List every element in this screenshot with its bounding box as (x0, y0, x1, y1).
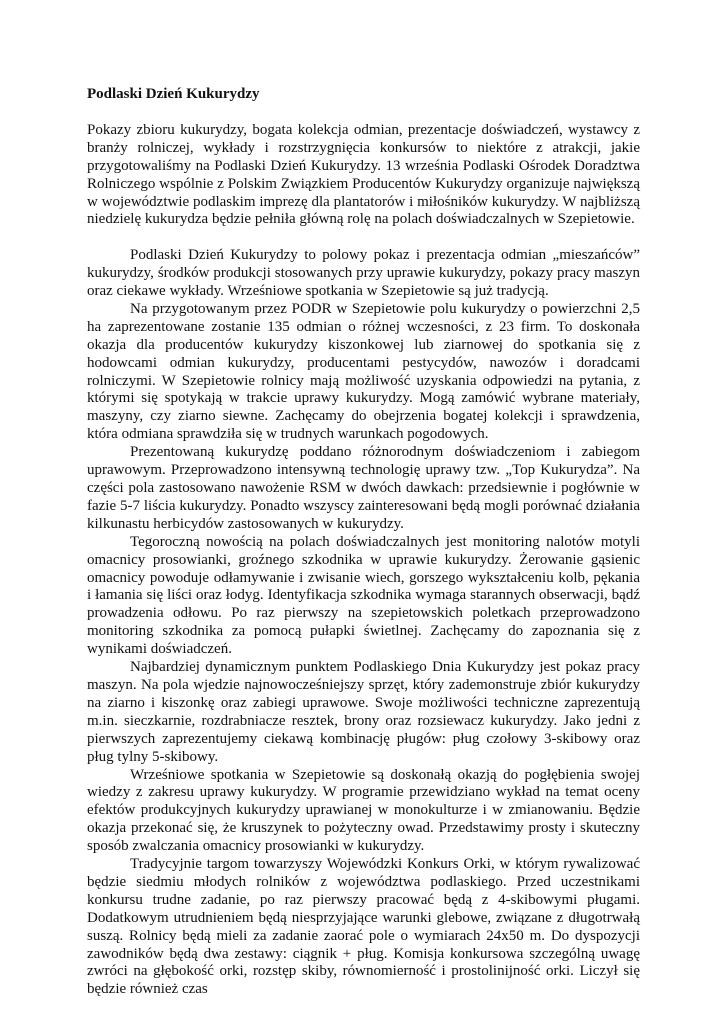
paragraph: Na przygotowanym przez PODR w Szepietowie polu kukurydzy o powierzchni 2,5 ha zaprezentowane zostanie 135 odmian o różnej wczesności, z 23 firm. To doskonała okazja dla producentów kukurydzy kiszonkowej lub ziarnowej do spotkania się z hodowcami odmian kukurydzy, producentami pestycydów, nawozów i doradcami rolniczymi. W Szepietowie rolnicy mają możliwość uzyskania odpowiedzi na pytania, z którymi się spotykają w trakcie uprawy kukurydzy. Mogą zamówić wybrane materiały, maszyny, czy ziarno siewne. Zachęcamy do obejrzenia bogatej kolekcji i sprawdzenia, która odmiana sprawdziła się w trudnych warunkach pogodowych. (87, 300, 640, 443)
document-body (87, 86, 640, 999)
document-title: Podlaski Dzień Kukurydzy (87, 86, 260, 102)
paragraph: Prezentowaną kukurydzę poddano różnorodnym doświadczeniom i zabiegom uprawowym. Przeprowadzono intensywną technologię uprawy tzw. „Top Kukurydza”. Na części pola zastosowano nawożenie RSM w dwóch dawkach: przedsiewnie i pogłównie w fazie 5-7 liścia kukurydzy. Ponadto wszyscy zainteresowani będą mogli porównać działania kilkunastu herbicydów zastosowanych w kukurydzy. (87, 444, 640, 532)
paragraph: Tradycyjnie targom towarzyszy Wojewódzki Konkurs Orki, w którym rywalizować będzie siedmiu młodych rolników z województwa podlaskiego. Przed uczestnikami konkursu trudne zadanie, po raz pierwszy pracować będą z 4-skibowymi pługami. Dodatkowym utrudnieniem będą niesprzyjające warunki glebowe, związane z długotrwałą suszą. Rolnicy będą mieli za zadanie zaorać pole o wymiarach 24x50 m. Do dyspozycji zawodników będą dwa zestawy: ciągnik + pług. Komisja konkursowa szczególną uwagę zwróci na głębokość orki, rozstęp skiby, równomierność i prostolinijność orki. Liczył się będzie również czas (87, 856, 640, 998)
paragraph: Podlaski Dzień Kukurydzy to polowy pokaz i prezentacja odmian „mieszańców” kukurydzy, środków produkcji stosowanych przy uprawie kukurydzy, pokazy pracy maszyn oraz ciekawe wykłady. Wrześniowe spotkania w Szepietowie są już tradycją. (87, 247, 640, 300)
paragraph: Tegoroczną nowością na polach doświadczalnych jest monitoring nalotów motyli omacnicy prosowianki, groźnego szkodnika w uprawie kukurydzy. Żerowanie gąsienic omacnicy powoduje odłamywanie i zwisanie wiech, gorszego wykształceniu kolb, pękania i łamania się liści oraz łodyg. Identyfikacja szkodnika wymaga starannych obserwacji, bądź prowadzenia odłowu. Po raz pierwszy na szepietowskich poletkach przeprowadzono monitoring szkodnika za pomocą pułapki świetlnej. Zachęcamy do zapoznania się z wynikami doświadczeń. (87, 533, 640, 658)
paragraph: Najbardziej dynamicznym punktem Podlaskiego Dnia Kukurydzy jest pokaz pracy maszyn. Na pola wjedzie najnowocześniejszy sprzęt, który zademonstruje zbiór kukurydzy na ziarno i kiszonkę oraz zabiegi uprawowe. Swoje możliwości techniczne zaprezentują m.in. sieczkarnie, rozdrabniacze resztek, brony oraz rozsiewacz kukurydzy. Jako jedni z pierwszych zaprezentujemy ciekawą kombinację pługów: pług czołowy 3-skibowy oraz pług tylny 5-skibowy. (87, 659, 640, 765)
intro-paragraph: Pokazy zbioru kukurydzy, bogata kolekcja odmian, prezentacje doświadczeń, wystawcy z branży rolniczej, wykłady i rozstrzygnięcia konkursów to niektóre z atrakcji, jakie przygotowaliśmy na Podlaski Dzień Kukurydzy. 13 września Podlaski Ośrodek Doradztwa Rolniczego wspólnie z Polskim Związkiem Producentów Kukurydzy organizuje największą w województwie podlaskim imprezę dla plantatorów i miłośników kukurydzy. W najbliższą niedzielę kukurydza będzie pełniła główną rolę na polach doświadczalnych w Szepietowie. (87, 121, 640, 228)
paragraph: Wrześniowe spotkania w Szepietowie są doskonałą okazją do pogłębienia swojej wiedzy z zakresu uprawy kukurydzy. W programie przewidziano wykład na temat oceny efektów produkcyjnych kukurydzy uprawianej w monokulturze i w zmianowaniu. Będzie okazja przekonać się, że kruszynek to pożyteczny owad. Przedstawimy prosty i skuteczny sposób zwalczania omacnicy prosowianki w kukurydzy. (87, 766, 640, 855)
